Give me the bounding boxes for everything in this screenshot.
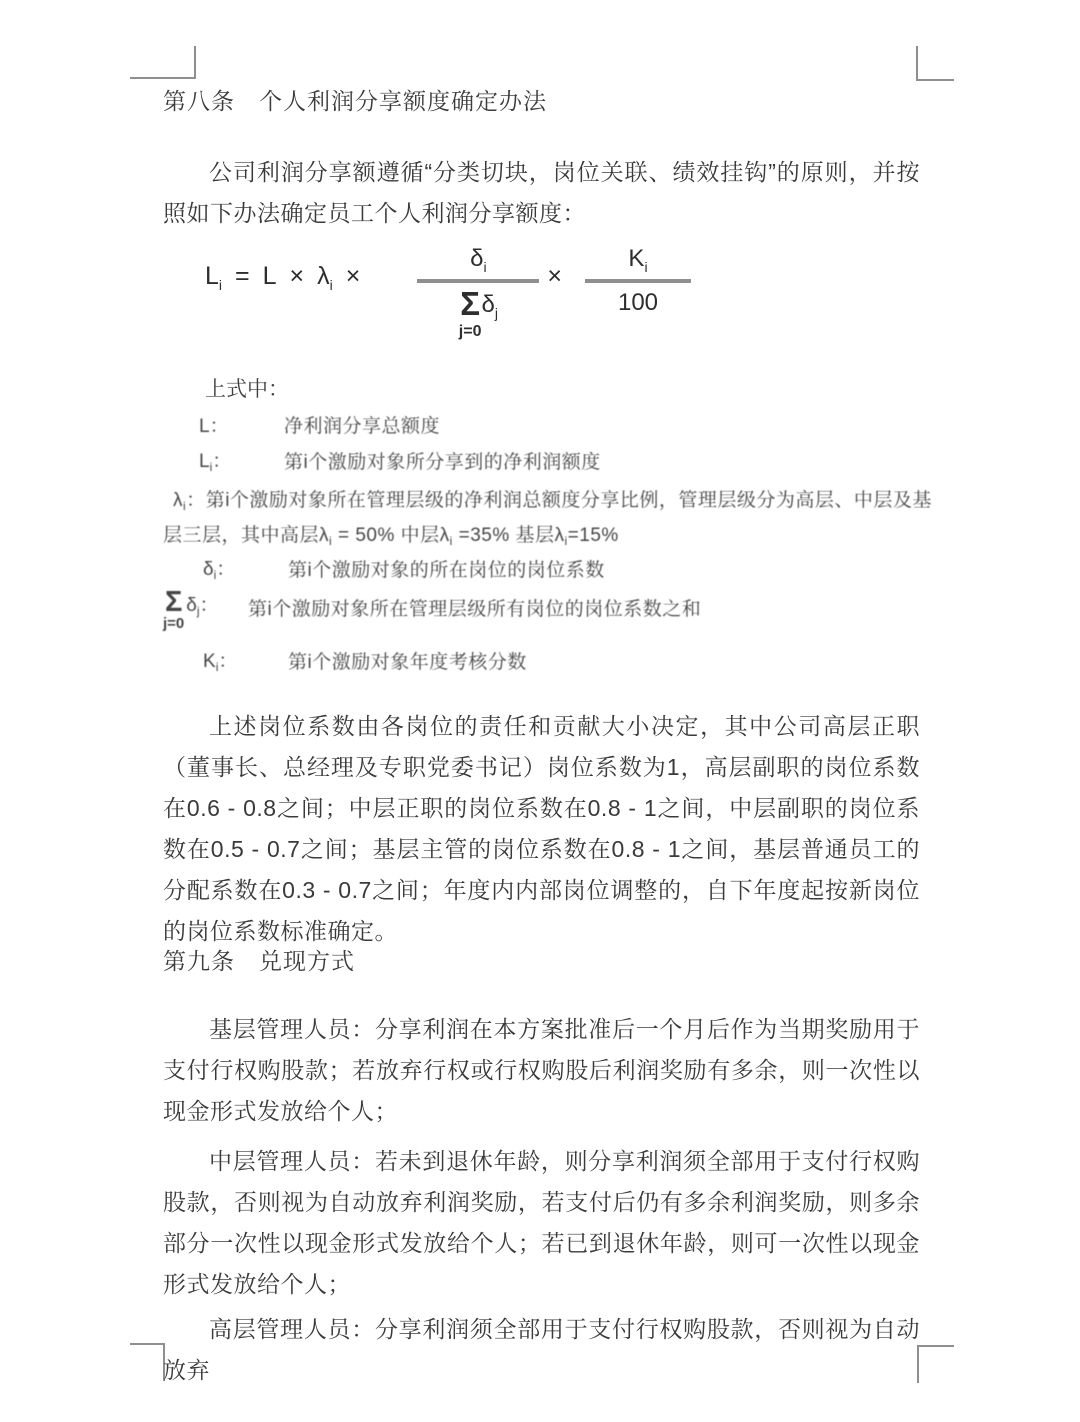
definition-desc-sum: 第i个激励对象所在管理层级所有岗位的岗位系数之和	[248, 598, 702, 620]
lambda-value-high: = 50% 中层	[332, 525, 440, 546]
definition-row-L	[163, 415, 933, 439]
profit-share-formula	[205, 230, 691, 365]
Li-subscript: i	[209, 460, 213, 474]
fraction-numerator-delta-i: δi	[470, 245, 487, 275]
formula-multiply-sign-3: ×	[547, 262, 562, 290]
definition-symbol-Li: Li：	[163, 450, 284, 475]
article9-senior-paragraph: 高层管理人员：分享利润须全部用于支付行权购股款，否则视为自动放弃	[163, 1316, 920, 1383]
definition-desc-K: 第i个激励对象年度考核分数	[288, 651, 527, 673]
sigma-lower-limit: j=0	[458, 323, 482, 340]
definition-desc-lambda-part1: 第i个激励对象所在管理层级的净利润总额度分享比例，管理层级分为高层、中层及基层三层，其中高层	[163, 490, 932, 546]
fraction-bar	[417, 279, 539, 283]
formula-lhs-subscript: i	[218, 277, 223, 293]
K-subscript: i	[215, 660, 219, 674]
formula-multiply-sign-2: ×	[345, 262, 361, 290]
formula-multiply-sign-1: ×	[289, 262, 305, 290]
lambda-inline-3: λ	[554, 525, 565, 546]
definition-desc-Li: 第i个激励对象所分享到的净利润额度	[284, 451, 601, 473]
crop-mark-top-right	[916, 46, 954, 81]
definition-symbol-sum: Σ j=0 δj：	[163, 586, 219, 632]
lambda-inline-2: λ	[439, 525, 450, 546]
sum-lower-limit: j=0	[163, 615, 185, 632]
sum-delta-subscript: j	[196, 604, 200, 618]
definition-symbol-lambda: λi：	[163, 490, 206, 511]
delta-i-subscript: i	[483, 259, 487, 275]
lambda-inline-1: λ	[319, 525, 330, 546]
definition-row-sum	[163, 588, 933, 631]
article9-grassroots-paragraph: 基层管理人员：分享利润在本方案批准后一个月后作为当期奖励用于支付行权购股款；若放弃行权或行权购股后利润奖励有多余，则一次性以现金形式发放给个人；	[163, 1016, 920, 1124]
sum-sigma-stack	[163, 588, 184, 631]
fraction-denominator-sum	[459, 287, 498, 341]
sum-sigma: Σ	[164, 586, 183, 618]
sigma-stack	[459, 287, 482, 341]
definition-symbol-K: Ki：	[163, 650, 288, 675]
formula-total-L: L	[262, 262, 277, 290]
delta-j-subscript: j	[494, 305, 498, 321]
lambda-inline-1-sub: i	[329, 534, 333, 548]
crop-mark-top-left	[130, 46, 196, 79]
crop-mark-bottom-left	[130, 1343, 165, 1381]
formula-fraction-delta	[417, 245, 539, 341]
formula-lambda-subscript: i	[329, 277, 333, 293]
lambda-subscript: i	[183, 499, 187, 513]
fraction-bar	[585, 279, 691, 283]
article8-heading: 第八条 个人利润分享额度确定办法	[163, 88, 547, 114]
article8-coefficients-paragraph: 上述岗位系数由各岗位的责任和贡献大小决定，其中公司高层正职（董事长、总经理及专职党委书记）岗位系数为1，高层副职的岗位系数在0.6 - 0.8之间；中层正职的岗位系数在0.8 - 1之间，中层副职的岗位系数在0.5 - 0.7之间；基层主管的岗位系数在0.8 - 1之间，基层普通员工的分配系数在0.3 - 0.7之间；年度内内部岗位调整的，自下年度起按新岗位的岗位系数标准确定。	[163, 713, 920, 944]
fraction-numerator-K-i: Ki	[628, 245, 648, 275]
lambda-inline-3-sub: i	[564, 534, 568, 548]
definition-symbol-delta: δi：	[163, 558, 288, 583]
definition-row-delta	[163, 558, 933, 583]
formula-lhs: Li	[205, 262, 223, 293]
lambda-value-base: =15%	[567, 525, 619, 546]
formula-lambda: λi	[317, 262, 333, 293]
definition-row-K	[163, 650, 933, 675]
formula-note: 上式中：	[205, 378, 289, 401]
formula-equals-sign: =	[235, 262, 250, 290]
formula-fraction-K	[585, 245, 691, 317]
article9-middle-paragraph: 中层管理人员：若未到退休年龄，则分享利润须全部用于支付行权购股款，否则视为自动放弃利润奖励，若支付后仍有多余利润奖励，则多余部分一次性以现金形式发放给个人；若已到退休年龄，则可一次性以现金形式发放给个人；	[163, 1148, 920, 1297]
article9-heading: 第九条 兑现方式	[163, 948, 355, 974]
definition-desc-L: 净利润分享总额度	[284, 416, 441, 437]
definition-symbol-L: L：	[199, 416, 229, 437]
K-i-subscript: i	[644, 259, 648, 275]
definition-row-Li	[163, 450, 933, 475]
crop-mark-bottom-right	[917, 1345, 954, 1383]
article8-intro-paragraph: 公司利润分享额遵循“分类切块，岗位关联、绩效挂钩”的原则，并按照如下办法确定员工个人利润分享额度：	[163, 159, 920, 226]
sigma-symbol: Σ	[460, 285, 481, 322]
definition-row-lambda	[163, 484, 933, 554]
delta-j-term: δj	[481, 291, 498, 321]
lambda-inline-2-sub: i	[449, 534, 453, 548]
delta-subscript: i	[213, 568, 217, 582]
definition-desc-delta: 第i个激励对象的所在岗位的岗位系数	[288, 559, 605, 581]
lambda-value-middle: =35% 基层	[452, 525, 555, 546]
fraction-denominator-100: 100	[617, 289, 659, 316]
